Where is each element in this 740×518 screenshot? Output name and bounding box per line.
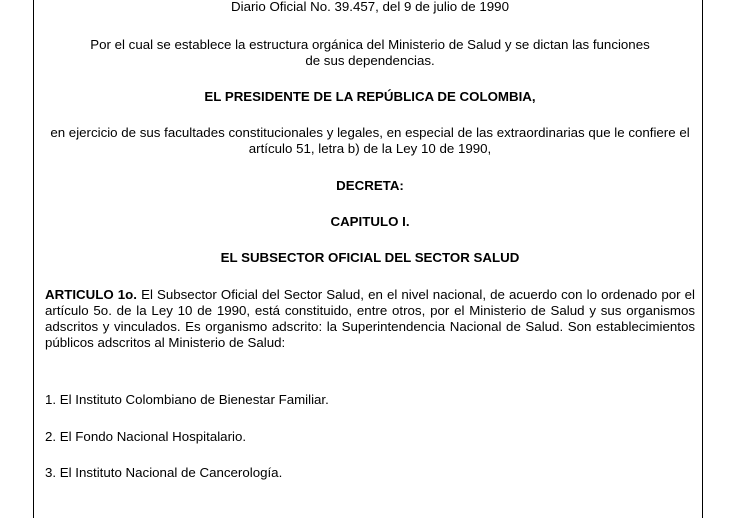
diario-oficial-line: Diario Oficial No. 39.457, del 9 de julio de 1990 [231, 0, 509, 14]
chapter-title: EL SUBSECTOR OFICIAL DEL SECTOR SALUD [220, 250, 520, 265]
article-1-label: ARTICULO 1o. [45, 287, 137, 302]
authority-heading: EL PRESIDENTE DE LA REPÚBLICA DE COLOMBIA, [204, 89, 536, 104]
list-item: 3. El Instituto Nacional de Cancerología. [45, 465, 283, 480]
list-item: 1. El Instituto Colombiano de Bienestar Familiar. [45, 392, 329, 407]
article-1-text: El Subsector Oficial del Sector Salud, en el nivel nacional, de acuerdo con lo ordenado por el artículo 5o. de la Ley 10 de 1990, está constituido, entre otros, por el Ministerio de Salud y sus organismos adscritos y vinculados. Es organismo adscrito: la Superintendencia Nacional de Salud. Son establecimientos públicos adscritos al Ministerio de Salud: [45, 287, 695, 350]
decree-purpose: Por el cual se establece la estructura orgánica del Ministerio de Salud y se dictan las funciones de sus dependencias. [90, 37, 650, 68]
decreta-heading: DECRETA: [336, 178, 404, 193]
list-item: 2. El Fondo Nacional Hospitalario. [45, 429, 247, 444]
legal-basis: en ejercicio de sus facultades constitucionales y legales, en especial de las extraordinarias que le confiere el artículo 51, letra b) de la Ley 10 de 1990, [50, 125, 690, 156]
chapter-number: CAPITULO I. [330, 214, 410, 229]
article-1 [45, 287, 695, 351]
